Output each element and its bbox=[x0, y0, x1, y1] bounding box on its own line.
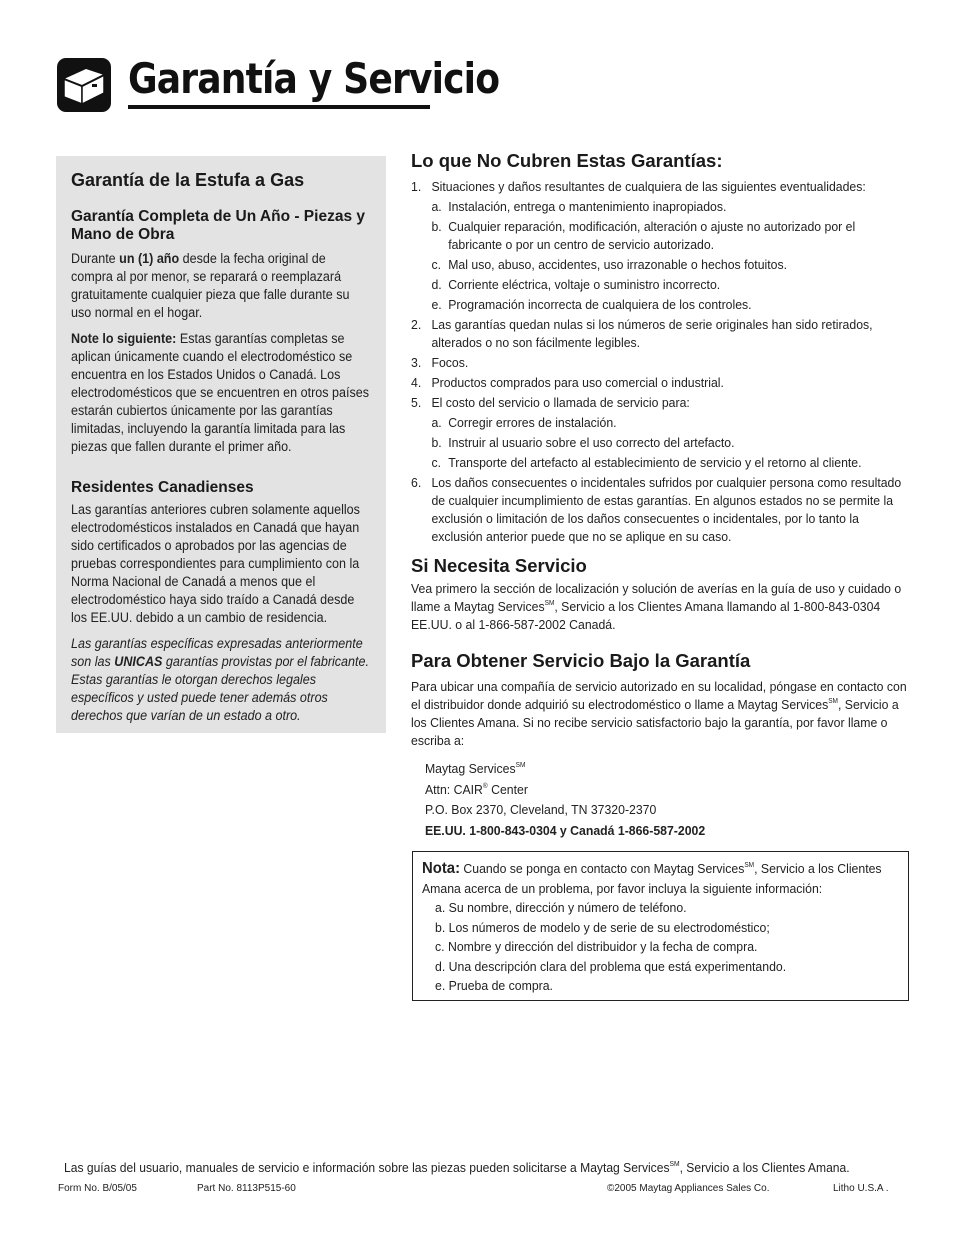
service-mark: SM bbox=[544, 600, 555, 607]
exclusion-subitem-text: Programación incorrecta de cualquiera de los controles. bbox=[448, 297, 752, 312]
warranty-heading: Garantía de la Estufa a Gas bbox=[71, 170, 305, 190]
title-underline bbox=[128, 105, 430, 109]
note-box-post: , Servicio a los Clientes Amana acerca de un problema, por favor incluya la siguiente información: bbox=[422, 861, 882, 896]
exclusive-pre: Las garantías específicas expresadas anteriormente son las bbox=[71, 636, 363, 669]
exclusion-subitem-text: Mal uso, abuso, accidentes, uso irrazonable o hechos fotuitos. bbox=[448, 257, 788, 272]
address-center: Center bbox=[487, 781, 528, 797]
warranty-period-text bbox=[71, 250, 370, 322]
exclusive-warranty-text bbox=[71, 635, 370, 725]
exclusion-subitem-letter: a. bbox=[431, 199, 442, 214]
exclusion-subitem-letter: a. bbox=[431, 415, 442, 430]
mailing-address bbox=[411, 759, 909, 841]
exclusive-post: garantías provistas por el fabricante. Estas garantías le otorgan derechos legales específicos y usted puede tener además otros derechos que varían de un estado a otro. bbox=[71, 654, 369, 723]
exclusion-subitem-text: Instruir al usuario sobre el uso correcto del artefacto. bbox=[448, 435, 735, 450]
right-column bbox=[411, 150, 916, 841]
ws-text-post: , Servicio a los Clientes Amana. Si no recibe servicio satisfactorio bajo la garantía, por favor llame o escriba a: bbox=[411, 697, 899, 748]
exclusion-subitem-text: Corriente eléctrica, voltaje o suministro incorrecto. bbox=[448, 277, 721, 292]
address-phones: EE.UU. 1-800-843-0304 y Canadá 1-866-587-2002 bbox=[424, 822, 706, 838]
note-list-item: d. Una descripción clara del problema que está experimentando. bbox=[435, 958, 787, 974]
exclusion-item bbox=[411, 374, 911, 392]
address-line-3: P.O. Box 2370, Cleveland, TN 37320-2370 bbox=[424, 802, 657, 817]
footer-service-mark: SM bbox=[669, 1161, 680, 1168]
note-text bbox=[71, 330, 370, 456]
note-list-item: e. Prueba de compra. bbox=[435, 978, 553, 993]
service-heading: Si Necesita Servicio bbox=[411, 555, 587, 576]
note-items bbox=[422, 898, 908, 996]
exclusion-number: 1. bbox=[411, 179, 422, 194]
ws-text-pre: Para ubicar una compañía de servicio autorizado en su localidad, póngase en contacto con el distribuidor donde adquirió su electrodoméstico o llame a Maytag Services bbox=[411, 679, 907, 712]
exclusion-subitem bbox=[411, 256, 911, 274]
exclusion-number: 6. bbox=[411, 475, 422, 490]
exclusion-text: Las garantías quedan nulas si los números de serie originales han sido retirados, alterados o no son fácilmente legibles. bbox=[431, 317, 873, 350]
exclusion-item bbox=[411, 394, 911, 412]
footer-note bbox=[64, 1161, 850, 1175]
warranty-service-text bbox=[411, 678, 911, 750]
exclusions-heading: Lo que No Cubren Estas Garantías: bbox=[411, 150, 723, 171]
footer-post: , Servicio a los Clientes Amana. bbox=[679, 1161, 850, 1175]
warranty-panel bbox=[56, 156, 386, 733]
note-box-pre: Cuando se ponga en contacto con Maytag Services bbox=[460, 861, 745, 876]
note-list-item: b. Los números de modelo y de serie de su electrodoméstico; bbox=[435, 919, 770, 935]
litho: Litho U.S.A . bbox=[833, 1183, 889, 1194]
exclusion-subitem-text: Instalación, entrega o mantenimiento inapropiados. bbox=[448, 199, 727, 214]
exclusion-subitem bbox=[411, 198, 911, 216]
exclusion-text: Situaciones y daños resultantes de cualquiera de las siguientes eventualidades: bbox=[431, 179, 866, 194]
exclusive-bold: UNICAS bbox=[114, 654, 163, 669]
full-warranty-heading: Garantía Completa de Un Año - Piezas y Mano de Obra bbox=[71, 208, 365, 243]
warranty-period-bold: un (1) año bbox=[119, 251, 180, 266]
note-label: Note lo siguiente: bbox=[71, 331, 177, 346]
exclusion-subitem bbox=[411, 296, 911, 314]
exclusion-item bbox=[411, 178, 911, 196]
form-number: Form No. B/05/05 bbox=[58, 1183, 137, 1194]
exclusion-text: Focos. bbox=[431, 355, 469, 370]
canada-text: Las garantías anteriores cubren solamente aquellos electrodomésticos instalados en Canadá que hayan sido certificados o aprobados por las agencias de pruebas correspondientes para cumplimiento con la Norma Nacional de Canadá a menos que el electrodoméstico haya sido traído a Canadá desde los EE.UU. debido a un cambio de residencia. bbox=[71, 502, 360, 625]
exclusion-number: 2. bbox=[411, 317, 422, 332]
exclusion-subitem-text: Transporte del artefacto al establecimiento de servicio y el retorno al cliente. bbox=[448, 455, 862, 470]
address-company: Maytag Services bbox=[424, 761, 516, 776]
exclusion-subitem-letter: c. bbox=[431, 257, 442, 272]
address-service-mark: SM bbox=[515, 762, 526, 769]
exclusion-subitem bbox=[411, 434, 911, 452]
exclusions-list bbox=[411, 178, 916, 546]
exclusion-number: 4. bbox=[411, 375, 422, 390]
warranty-text-pre: Durante bbox=[71, 251, 120, 266]
note-service-mark: SM bbox=[744, 862, 755, 869]
exclusion-subitem-letter: d. bbox=[431, 277, 442, 292]
exclusion-subitem-letter: e. bbox=[431, 297, 442, 312]
footer-pre: Las guías del usuario, manuales de servicio e información sobre las piezas pueden solicitarse a Maytag Services bbox=[64, 1161, 670, 1175]
exclusion-subitem-letter: b. bbox=[431, 435, 442, 450]
exclusion-number: 5. bbox=[411, 395, 422, 410]
service-text bbox=[411, 580, 911, 634]
registered-mark: ® bbox=[482, 782, 488, 790]
note-intro bbox=[422, 859, 906, 898]
exclusion-subitem-text: Corregir errores de instalación. bbox=[448, 415, 617, 430]
exclusion-item bbox=[411, 316, 911, 352]
note-box bbox=[412, 851, 909, 1001]
exclusion-item bbox=[411, 474, 911, 546]
exclusion-subitem bbox=[411, 454, 911, 472]
canada-heading: Residentes Canadienses bbox=[71, 479, 254, 496]
note-list-item: a. Su nombre, dirección y número de teléfono. bbox=[435, 900, 687, 915]
exclusion-number: 3. bbox=[411, 355, 422, 370]
exclusion-text: El costo del servicio o llamada de servicio para: bbox=[431, 395, 690, 410]
exclusion-subitem bbox=[411, 218, 911, 254]
toolbox-icon bbox=[56, 57, 112, 113]
note-box-label: Nota: bbox=[422, 860, 461, 877]
note-body: Estas garantías completas se aplican únicamente cuando el electrodoméstico se encuentra en los Estados Unidos o Canadá. Los electrodomésticos que se encuentren en otros países estarán cubiertos únicamente por las garantías limitadas, incluyendo la garantía limitada para las piezas que fallen durante el primer año. bbox=[71, 331, 370, 454]
exclusion-subitem-letter: b. bbox=[431, 219, 442, 234]
copyright: ©2005 Maytag Appliances Sales Co. bbox=[607, 1183, 770, 1194]
service-text-post: , Servicio a los Clientes Amana llamando al 1-800-843-0304 EE.UU. o al 1-866-587-2002 Canadá. bbox=[411, 599, 881, 632]
exclusion-subitem-letter: c. bbox=[431, 455, 442, 470]
part-number: Part No. 8113P515-60 bbox=[197, 1183, 296, 1194]
page-title: Garantía y Servicio bbox=[128, 54, 500, 103]
exclusion-text: Los daños consecuentes o incidentales sufridos por cualquier persona como resultado de cualquier incumplimiento de estas garantías. En algunos estados no se permite la exclusión o limitación de los daños consecuentes o incidentales, por lo tanto la exclusión anterior puede que no se aplique en su caso. bbox=[431, 475, 902, 544]
ws-service-mark: SM bbox=[828, 698, 838, 705]
exclusion-text: Productos comprados para uso comercial o industrial. bbox=[431, 375, 724, 390]
note-list-item: c. Nombre y dirección del distribuidor y la fecha de compra. bbox=[435, 939, 758, 954]
exclusion-item bbox=[411, 354, 911, 372]
exclusion-subitem bbox=[411, 414, 911, 432]
exclusion-subitem-text: Cualquier reparación, modificación, alteración o ajuste no autorizado por el fabricante o por un centro de servicio autorizado. bbox=[448, 219, 856, 252]
warranty-service-heading: Para Obtener Servicio Bajo la Garantía bbox=[411, 650, 751, 671]
service-text-pre: Vea primero la sección de localización y solución de averías en la guía de uso y cuidado o llame a Maytag Services bbox=[411, 581, 902, 614]
address-line-1 bbox=[425, 759, 909, 780]
address-line-2 bbox=[425, 780, 909, 801]
exclusion-subitem bbox=[411, 276, 911, 294]
warranty-text-post: desde la fecha original de compra al por menor, se reparará o reemplazará gratuitamente cualquier pieza que falle durante su uso normal en el hogar. bbox=[71, 251, 350, 320]
address-attn: Attn: CAIR bbox=[424, 781, 483, 797]
